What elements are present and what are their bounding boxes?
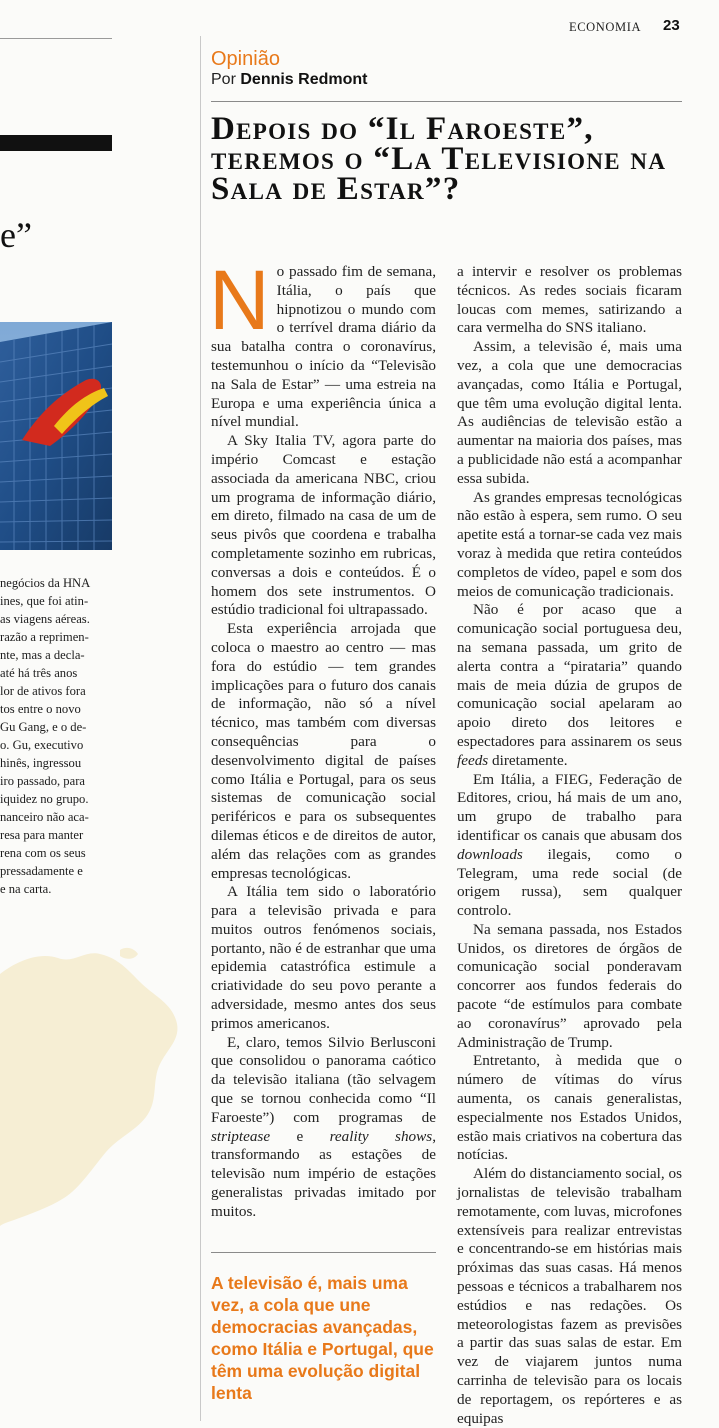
- left-headline-bar: [0, 135, 112, 151]
- paragraph: Esta experiência arrojada que coloca o maestro ao centro — mas fora do estúdio — tem grandes implicações para o futuro dos canais de informação, não só a nível técnico, mas também com diversas consequências para o desenvolvimento digital de países como Itália e Portugal, para os seus sistemas de comunicação social periféricos e para os subsequentes dilemas éticos e de direitos de autor, além das relações com as grandes empresas tecnológicas.: [211, 620, 436, 882]
- byline: [211, 70, 367, 90]
- pull-quote-rule: [211, 1252, 436, 1253]
- paragraph: As grandes empresas tecnológicas não estão à espera, sem rumo. O seu apetite está a tornar-se cada vez mais voraz à medida que retira conteúdos completos de vídeo, papel e som dos meios de comunicação tradicionais.: [457, 488, 682, 600]
- page-number: 23: [663, 17, 680, 34]
- paragraph: Além do distanciamento social, os jornalistas de televisão trabalham remotamente, com luvas, microfones extensíveis para realizar entrevistas e concentrando-se em histórias mais próximas das suas casas. Há menos pessoas e técnicos a trabalharem nos estúdios e nas redações. Os meteorologistas fazem as previsões a partir das suas salas de estar. Em vez de viajarem juntos numa carrinha de televisão para os locais de reportagem, os repórteres e as equipas: [457, 1165, 682, 1427]
- paragraph: Em Itália, a FIEG, Federação de Editores, criou, há mais de um ano, um grupo de trabalho para identificar os canais que abusam dos downloads ilegais, como o Telegram, uma rede social (de origem russa), sem qualquer controlo.: [457, 770, 682, 920]
- paragraph: Assim, a televisão é, mais uma vez, a cola que une democracias avançadas, como Itália e Portugal, que têm uma evolução digital lenta. As audiências de televisão estão a aumentar na maioria dos países, mas a publicidade não está a acompanhar essa subida.: [457, 338, 682, 487]
- paragraph: Entretanto, à medida que o número de vítimas do vírus aumenta, os canais generalistas, especialmente nos Estados Unidos, estão mais criativos na cobertura das notícias.: [457, 1052, 682, 1164]
- left-column-text: negócios da HNA ines, que foi atin- as viagens aéreas. razão a reprimen- nte, mas a decla- até há três anos lor de ativos fora tos entre o novo Gu Gang, e o de- o. Gu, executivo hinês, ingressou iro passado, para iquidez no grupo. nanceiro não aca- resa para manter rena com os seus pressadamente e e na carta.: [0, 576, 91, 896]
- building-photo-illustration: [0, 322, 112, 550]
- section-label: ECONOMIA: [569, 20, 642, 34]
- author-name: Dennis Redmont: [240, 71, 368, 88]
- article-column-1: [209, 253, 436, 1222]
- drop-cap: N: [209, 253, 270, 347]
- paragraph: A Itália tem sido o laboratório para a televisão privada e para muitos outros fenómenos sociais, portanto, não é de estranhar que uma epidemia catastrófica estimule a criatividade do seu povo perante a adversidade, mesmo antes dos seus primos americanos.: [211, 883, 436, 1032]
- paragraph: E, claro, temos Silvio Berlusconi que consolidou o panorama caótico da televisão italiana (tão selvagem que se tornou conhecida como “Il Faroeste”) com programas de striptease e reality shows, transformando as estações de televisão num império de estações generalistas privadas imitado por muitos.: [211, 1033, 436, 1220]
- article-column-2: [457, 263, 682, 1428]
- map-illustration: [0, 930, 190, 1230]
- paragraph: Na semana passada, nos Estados Unidos, os diretores de órgãos de comunicação social ponderavam concorrer aos fundos federais do pacote “de estímulos para combate ao coronavírus” aprovado pela Administração de Trump.: [457, 920, 682, 1051]
- header-rule-left: [0, 38, 112, 39]
- column-divider: [200, 36, 201, 1421]
- header-rule: [211, 101, 682, 102]
- building-photo: [0, 322, 112, 550]
- left-headline-fragment: e”: [0, 215, 32, 255]
- kicker: Opinião: [211, 48, 280, 70]
- paragraph: No passado fim de semana, Itália, o país que hipnotizou o mundo com o terrível drama diário da sua batalha contra o coronavírus, testemunhou o início da “Televisão na Sala de Estar” — uma estreia na Europa e uma experiência única a nível mundial.: [209, 253, 436, 431]
- pull-quote: A televisão é, mais uma vez, a cola que une democracias avançadas, como Itália e Portugal, que têm uma evolução digital lenta: [211, 1273, 434, 1403]
- paragraph: a intervir e resolver os problemas técnicos. As redes sociais ficaram loucas com memes, satirizando a cara vermelha do SNS italiano.: [457, 263, 682, 337]
- byline-prefix: Por: [211, 71, 236, 88]
- headline: Depois do “Il Faroeste”, teremos o “La Televisione na Sala de Estar”?: [211, 111, 667, 207]
- paragraph: Não é por acaso que a comunicação social portuguesa deu, na semana passada, um grito de alerta contra a “pirataria” quando mais de meia dúzia de grupos de comunicação social apelaram ao apoio direto dos leitores e espectadores para assinarem os seus feeds diretamente.: [457, 601, 682, 769]
- paragraph: A Sky Italia TV, agora parte do império Comcast e estação associada da americana NBC, criou um programa de informação diário, em direto, filmado na casa de um de seus pivôs que coordena e trabalha completamente sozinho em rubricas, conversas a dois e conteúdos. É o homem dos sete instrumentos. O estúdio tradicional foi ultrapassado.: [211, 432, 436, 619]
